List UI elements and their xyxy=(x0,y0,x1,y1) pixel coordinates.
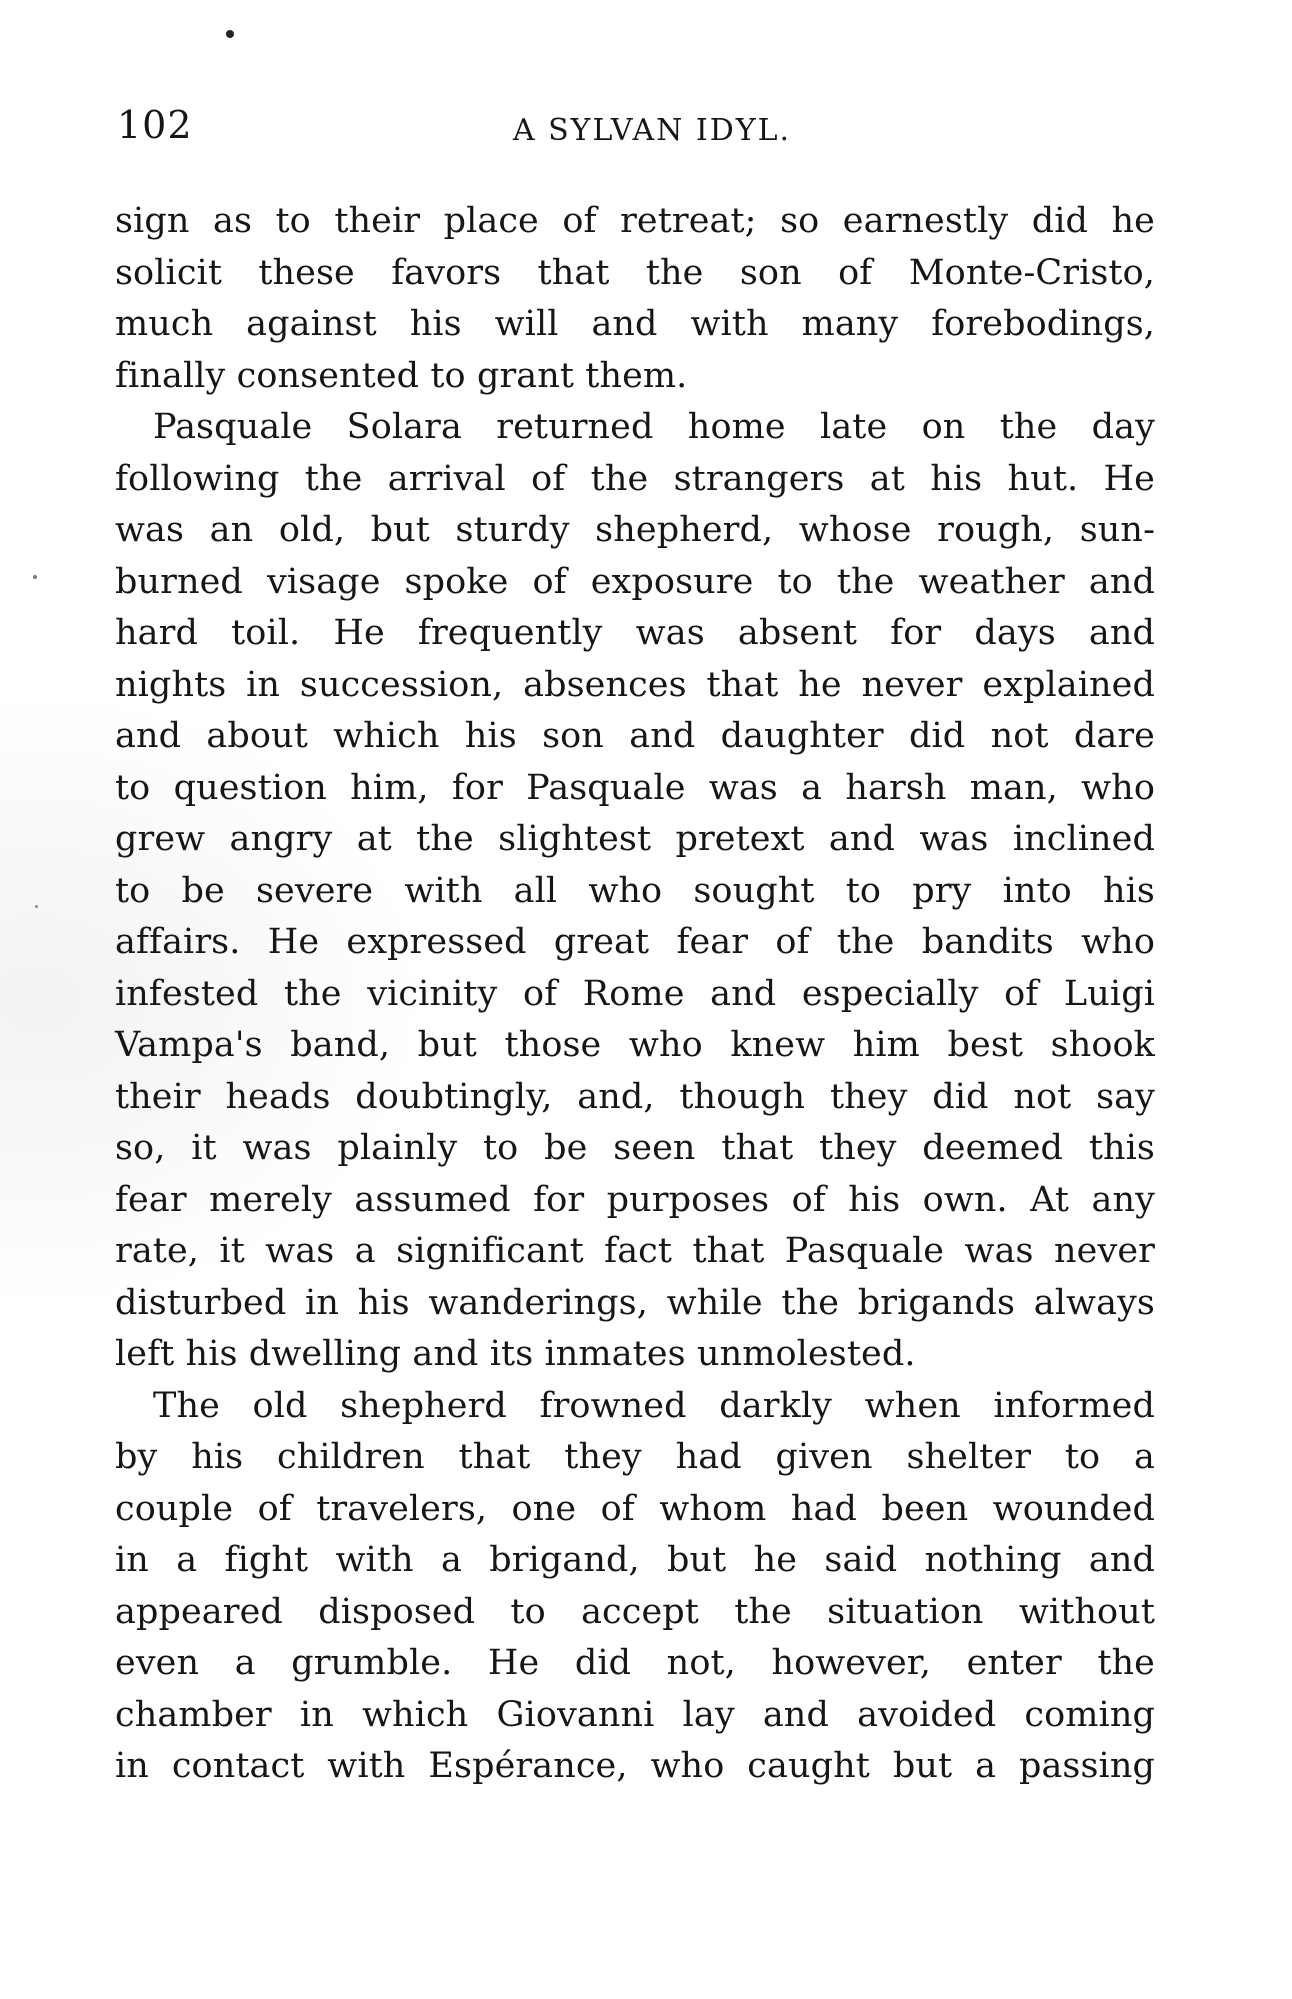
text-line: in contact with Espérance, who caught but a passing xyxy=(115,1746,1155,1786)
page-header xyxy=(117,95,1157,155)
text-line: couple of travelers, one of whom had been wounded xyxy=(115,1488,1155,1529)
text-line: was an old, but sturdy shepherd, whose rough, sun- xyxy=(115,510,1155,550)
text-line: sign as to their place of retreat; so earnestly did he xyxy=(115,201,1155,241)
text-line: Pasquale Solara returned home late on the day xyxy=(153,407,1155,447)
text-line: affairs. He expressed great fear of the bandits who xyxy=(115,922,1155,962)
text-line: by his children that they had given shelter to a xyxy=(115,1437,1155,1477)
text-line: The old shepherd frowned darkly when informed xyxy=(153,1385,1155,1426)
text-line: Vampa's band, but those who knew him best shook xyxy=(115,1025,1155,1065)
text-line: hard toil. He frequently was absent for days and xyxy=(115,613,1155,653)
text-line: their heads doubtingly, and, though they did not say xyxy=(115,1076,1155,1117)
text-line: disturbed in his wanderings, while the brigands always xyxy=(115,1282,1155,1323)
text-line: grew angry at the slightest pretext and was inclined xyxy=(115,819,1155,859)
text-line: solicit these favors that the son of Monte-Cristo, xyxy=(115,252,1155,293)
text-line: appeared disposed to accept the situation without xyxy=(115,1591,1155,1632)
text-line: infested the vicinity of Rome and especially of Luigi xyxy=(115,973,1155,1014)
text-line: in a fight with a brigand, but he said nothing and xyxy=(115,1540,1155,1580)
running-title: A SYLVAN IDYL. xyxy=(512,113,792,148)
text-line: left his dwelling and its inmates unmolested. xyxy=(115,1334,916,1374)
text-line: fear merely assumed for purposes of his own. At any xyxy=(115,1179,1155,1220)
ink-speck xyxy=(226,30,234,38)
text-line: to be severe with all who sought to pry into his xyxy=(115,870,1155,911)
text-line: nights in succession, absences that he never explained xyxy=(115,664,1155,705)
ink-speck xyxy=(35,905,38,908)
text-line: to question him, for Pasquale was a harsh man, who xyxy=(115,767,1155,808)
text-line: rate, it was a significant fact that Pasquale was never xyxy=(115,1231,1155,1271)
page-number: 102 xyxy=(117,103,193,147)
text-line: and about which his son and daughter did not dare xyxy=(115,716,1155,756)
text-line: burned visage spoke of exposure to the weather and xyxy=(115,561,1155,602)
text-line: much against his will and with many forebodings, xyxy=(115,304,1155,344)
body-text xyxy=(115,196,1155,1793)
text-line: so, it was plainly to be seen that they deemed this xyxy=(115,1128,1155,1168)
text-line: chamber in which Giovanni lay and avoided coming xyxy=(115,1694,1155,1735)
text-line: following the arrival of the strangers at his hut. He xyxy=(115,458,1155,499)
ink-speck xyxy=(33,575,37,579)
text-line: finally consented to grant them. xyxy=(115,355,688,396)
text-line: even a grumble. He did not, however, enter the xyxy=(115,1643,1155,1683)
